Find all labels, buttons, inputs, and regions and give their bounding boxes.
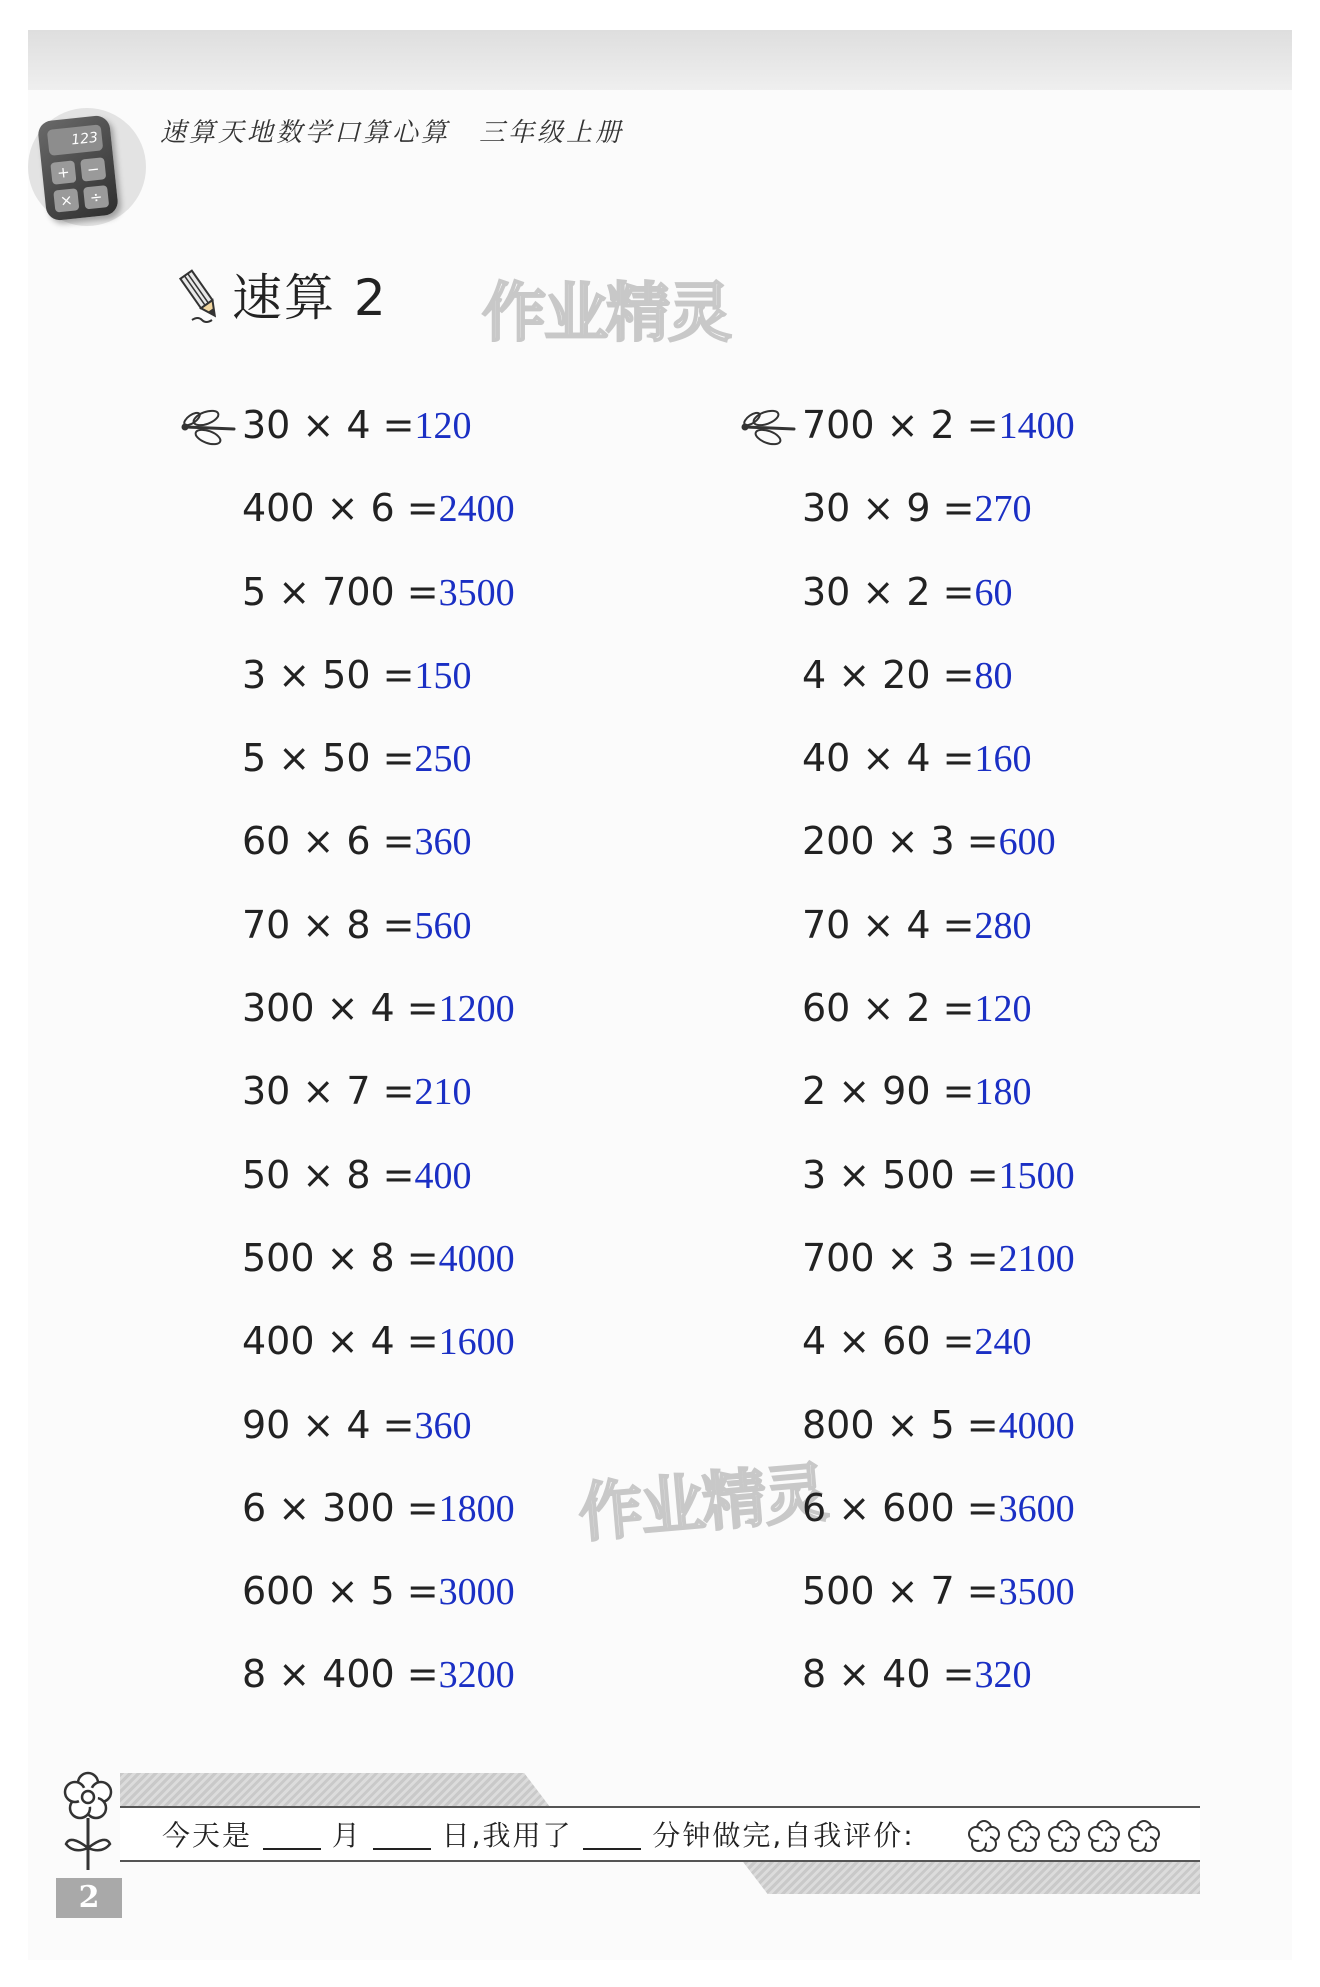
equation-row: 40 × 4 =160	[802, 736, 1032, 781]
equation-row: 700 × 3 =2100	[802, 1235, 1075, 1280]
equation-row: 5 × 700 =3500	[242, 569, 515, 614]
flower-icon	[58, 1770, 118, 1880]
pencil-icon	[178, 266, 224, 326]
self-evaluation-line: 今天是 月 日,我用了 分钟做完,自我评价:	[162, 1819, 915, 1852]
watermark: 作业精灵	[575, 1456, 830, 1552]
equation-row: 200 × 3 =600	[802, 819, 1056, 864]
equation-row: 30 × 4 =120	[242, 403, 472, 447]
equation-row: 60 × 6 =360	[242, 819, 472, 864]
divide-key-icon: ÷	[83, 185, 109, 209]
rating-flower-icon[interactable]	[1129, 1821, 1159, 1851]
equation-row: 70 × 8 =560	[242, 902, 472, 947]
equation-row: 8 × 40 =320	[802, 1652, 1032, 1697]
calculator-icon	[37, 115, 119, 222]
times-key-icon: ×	[53, 188, 79, 212]
equation-row: 4 × 20 =80	[802, 652, 1013, 697]
equation-row: 6 × 300 =1800	[242, 1485, 515, 1530]
rating-flower-icon[interactable]	[1049, 1821, 1079, 1851]
equation-row: 60 × 2 =120	[802, 986, 1032, 1031]
rating-flower-icon[interactable]	[1009, 1821, 1039, 1851]
left-equation-column	[180, 395, 720, 1728]
equation-row: 50 × 8 =400	[242, 1152, 472, 1197]
equation-row: 500 × 8 =4000	[242, 1235, 515, 1280]
equation-row: 2 × 90 =180	[802, 1069, 1032, 1114]
equation-row: 8 × 400 =3200	[242, 1652, 515, 1697]
equation-row: 5 × 50 =250	[242, 736, 472, 781]
footer-stripe	[740, 1858, 1200, 1894]
section-title: 速算 2	[232, 269, 388, 327]
top-band	[28, 30, 1292, 90]
equation-row: 30 × 7 =210	[242, 1069, 472, 1114]
equation-row: 300 × 4 =1200	[242, 986, 515, 1031]
equation-row: 800 × 5 =4000	[802, 1402, 1075, 1447]
minutes-blank[interactable]	[583, 1824, 641, 1850]
equation-row: 30 × 2 =60	[802, 569, 1013, 614]
minus-key-icon: −	[80, 157, 106, 181]
right-equation-column	[740, 395, 1280, 1728]
month-blank[interactable]	[263, 1824, 321, 1850]
equation-row: 700 × 2 =1400	[802, 403, 1075, 447]
footer-stripe	[120, 1773, 550, 1807]
calculator-screen: 123	[47, 124, 103, 156]
equation-row: 400 × 6 =2400	[242, 486, 515, 531]
equation-row: 400 × 4 =1600	[242, 1319, 515, 1364]
rating-flower-icon[interactable]	[969, 1821, 999, 1851]
plus-key-icon: +	[50, 160, 76, 184]
equation-row: 600 × 5 =3000	[242, 1569, 515, 1614]
day-blank[interactable]	[373, 1824, 431, 1850]
book-title: 速算天地数学口算心算 三年级上册	[160, 118, 625, 148]
rating-flower-icon[interactable]	[1089, 1821, 1119, 1851]
rating-flowers	[964, 1816, 1164, 1856]
page-number: 2	[56, 1878, 122, 1918]
watermark: 作业精灵	[482, 277, 730, 351]
equation-row: 500 × 7 =3500	[802, 1569, 1075, 1614]
equation-row: 3 × 50 =150	[242, 652, 472, 697]
equation-row: 30 × 9 =270	[802, 486, 1032, 531]
equation-row: 3 × 500 =1500	[802, 1152, 1075, 1197]
equation-row: 4 × 60 =240	[802, 1319, 1032, 1364]
equation-row: 6 × 600 =3600	[802, 1485, 1075, 1530]
equation-row: 90 × 4 =360	[242, 1402, 472, 1447]
equation-row: 70 × 4 =280	[802, 902, 1032, 947]
